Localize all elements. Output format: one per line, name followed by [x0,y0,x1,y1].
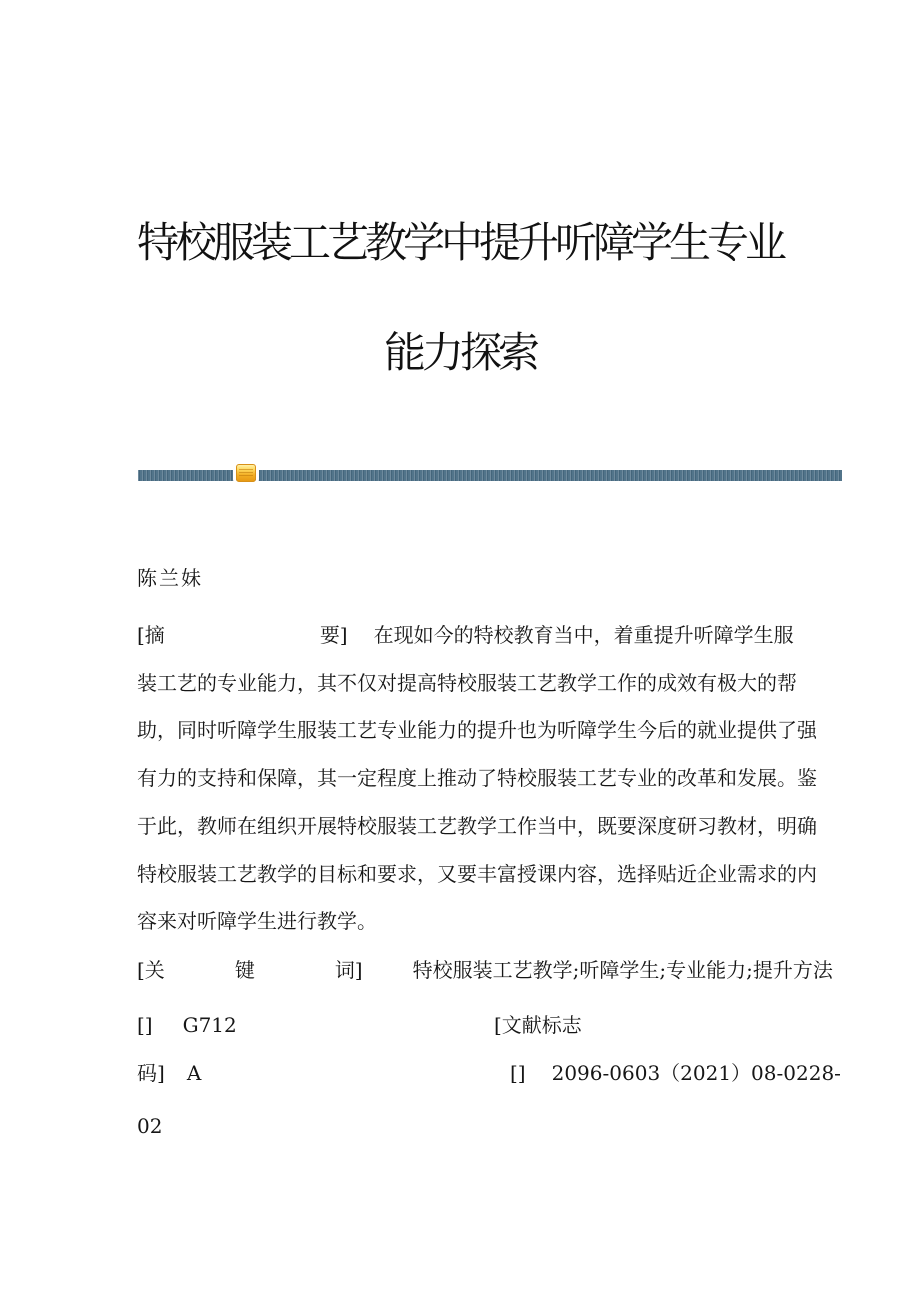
abstract-paragraph [137,612,817,946]
abstract-line [137,612,817,660]
author-name: 陈兰妹 [137,566,203,590]
article-number-bracket: [] [510,1061,526,1085]
abstract-label-close: 要] [319,623,348,647]
keywords-label-part: [关 [137,958,165,982]
keywords-text: 特校服装工艺教学;听障学生;专业能力;提升方法 [412,958,833,982]
abstract-label-open: [摘 [137,623,165,647]
keywords-label-part: 键 [234,958,255,982]
abstract-line: 装工艺的专业能力，其不仅对提高特校服装工艺教学工作的成效有极大的帮 [137,670,797,695]
article-title-line-2: 能力探索 [383,328,536,377]
abstract-line: 于此，教师在组织开展特校服装工艺教学工作当中，既要深度研习教材，明确 [137,813,817,838]
classification-code: G712 [182,1013,237,1037]
article-number-segment [510,1059,841,1087]
abstract-line: 容来对听障学生进行教学。 [137,909,377,934]
keywords-label-part: 词] [334,958,363,982]
abstract-line: 特校服装工艺教学的目标和要求，又要丰富授课内容，选择贴近企业需求的内 [137,861,817,886]
article-title-line-1: 特校服装工艺教学中提升听障学生专业 [136,218,783,267]
abstract-line: 有力的支持和保障，其一定程度上推动了特校服装工艺专业的改革和发展。鉴 [137,766,817,791]
article-number-continuation: 02 [137,1114,163,1138]
document-mark-label-wrap: 码] [137,1061,165,1085]
document-mark-code: A [186,1061,202,1085]
abstract-line: 助，同时听障学生服装工艺专业能力的提升也为听障学生今后的就业提供了强 [137,718,817,743]
gold-marker-icon [236,464,256,482]
article-number-value: 2096-0603（2021）08-0228- [551,1061,841,1085]
classification-line-2 [137,1059,841,1107]
classification-line-1 [137,1011,827,1059]
document-mark-label: [文献标志 [494,1013,582,1037]
abstract-text: 在现如今的特校教育当中，着重提升听障学生服 [373,623,794,647]
classification-bracket: [] [137,1013,153,1037]
keywords-line [137,956,833,984]
